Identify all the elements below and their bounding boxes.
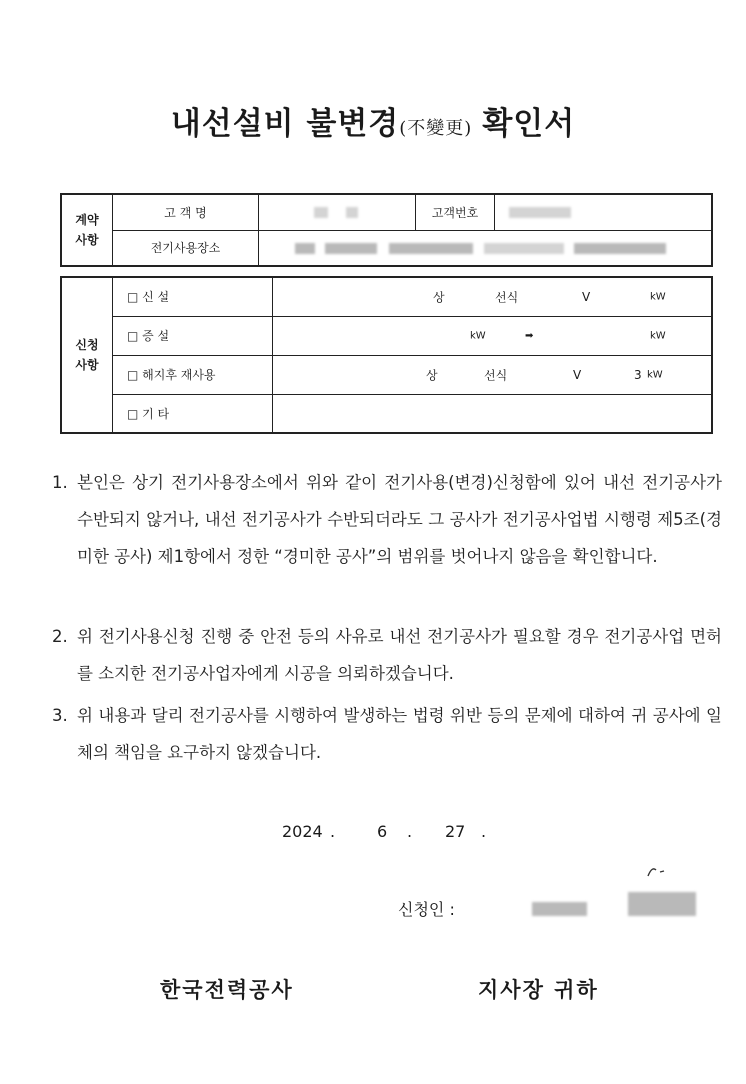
customer-number-value bbox=[495, 194, 713, 230]
checkbox-increase[interactable]: □ 증 설 bbox=[113, 316, 273, 355]
clause-3-number: 3. bbox=[52, 706, 68, 725]
increase-to-kw: kW bbox=[650, 330, 666, 341]
title-end: 확인서 bbox=[482, 106, 576, 142]
page-title bbox=[0, 98, 746, 143]
customer-number-label: 고객번호 bbox=[416, 194, 495, 230]
new-kw: kW bbox=[650, 291, 666, 303]
clause-1 bbox=[52, 464, 722, 575]
reuse-phase: 상 bbox=[426, 368, 438, 382]
application-table bbox=[60, 276, 713, 434]
new-values bbox=[273, 277, 713, 316]
reuse-wire: 선식 bbox=[484, 368, 508, 382]
title-main: 내선설비 불변경 bbox=[170, 106, 400, 142]
clause-2-text: 위 전기사용신청 진행 중 안전 등의 사유로 내선 전기공사가 필요할 경우 전기공사업 면허를 소지한 전기공사업자에게 시공을 의뢰하겠습니다. bbox=[77, 627, 722, 683]
clause-2-number: 2. bbox=[52, 627, 68, 646]
application-section-label: 신청 사항 bbox=[61, 277, 113, 433]
new-volt: V bbox=[582, 289, 591, 304]
date-sep-1: . bbox=[330, 822, 336, 841]
reuse-volt: V bbox=[573, 367, 582, 382]
date-sep-3: . bbox=[481, 822, 487, 841]
title-hanja: (不變更) bbox=[399, 118, 473, 139]
date-day: 27 bbox=[445, 822, 466, 841]
row-other bbox=[61, 394, 712, 433]
row-increase bbox=[61, 316, 712, 355]
date-year: 2024 bbox=[282, 822, 323, 841]
clause-2 bbox=[52, 618, 722, 692]
reuse-kw: kW bbox=[647, 369, 663, 380]
increase-from-kw: kW bbox=[470, 330, 486, 341]
clause-1-number: 1. bbox=[52, 473, 68, 492]
date-month: 6 bbox=[377, 822, 388, 841]
contract-section-label: 계약 사항 bbox=[61, 194, 113, 266]
new-wire: 선식 bbox=[495, 290, 519, 305]
customer-name-label: 고 객 명 bbox=[113, 194, 259, 230]
date-sep-2: . bbox=[407, 822, 413, 841]
signature-mark-icon bbox=[646, 864, 668, 878]
site-label: 전기사용장소 bbox=[113, 230, 259, 266]
site-value bbox=[259, 230, 713, 266]
applicant-name-redacted bbox=[532, 898, 587, 917]
checkbox-reuse[interactable]: □ 해지후 재사용 bbox=[113, 355, 273, 394]
checkbox-new[interactable]: □ 신 설 bbox=[113, 277, 273, 316]
increase-values bbox=[273, 316, 713, 355]
applicant-signature-redacted bbox=[628, 892, 696, 916]
checkbox-other[interactable]: □ 기 타 bbox=[113, 394, 273, 433]
arrow-icon: ➡ bbox=[525, 330, 534, 341]
other-values bbox=[273, 394, 713, 433]
clause-1-text: 본인은 상기 전기사용장소에서 위와 같이 전기사용(변경)신청함에 있어 내선 전기공사가 수반되지 않거나, 내선 전기공사가 수반되더라도 그 공사가 전기공사업법 시행령 제5조(경미한 공사) 제1항에서 정한 “경미한 공사”의 범위를 벗어나지 않음을 확인합니다. bbox=[77, 473, 723, 566]
clause-3-text: 위 내용과 달리 전기공사를 시행하여 발생하는 법령 위반 등의 문제에 대하여 귀 공사에 일체의 책임을 요구하지 않겠습니다. bbox=[77, 706, 722, 762]
reuse-kw-value: 3 bbox=[634, 367, 642, 382]
clause-3 bbox=[52, 697, 722, 771]
applicant-label: 신청인 : bbox=[398, 900, 455, 919]
row-reuse bbox=[61, 355, 712, 394]
row-new bbox=[61, 277, 712, 316]
new-phase: 상 bbox=[433, 290, 445, 305]
footer-company: 한국전력공사 bbox=[160, 977, 294, 1002]
reuse-values bbox=[273, 355, 713, 394]
contract-table bbox=[60, 193, 713, 267]
footer-recipient: 지사장 귀하 bbox=[478, 977, 599, 1002]
customer-name-value bbox=[259, 194, 416, 230]
